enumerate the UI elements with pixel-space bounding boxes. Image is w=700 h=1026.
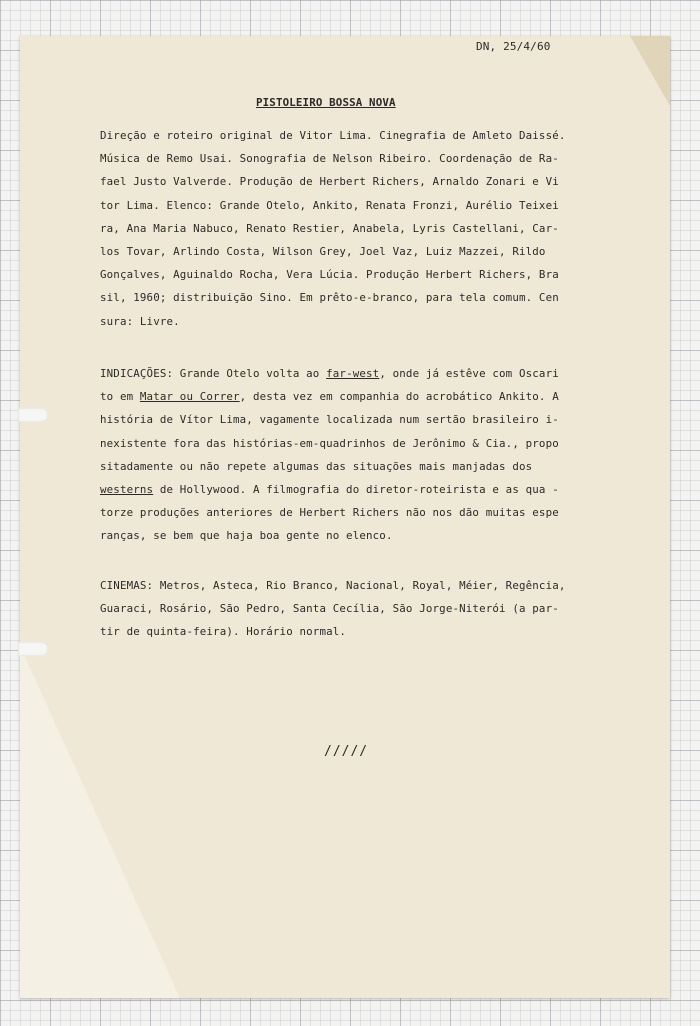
punch-hole-lower bbox=[18, 642, 48, 656]
underlined-term-westerns: westerns bbox=[100, 482, 154, 496]
indicacoes-line bbox=[100, 385, 645, 408]
credits-line: sura: Livre. bbox=[100, 314, 180, 328]
indicacoes-label: INDICAÇÕES: bbox=[100, 367, 174, 380]
text-segment: Metros, Asteca, Rio Branco, Nacional, Royal, Méier, Regência, bbox=[153, 579, 566, 592]
indicacoes-line: nexistente fora das histórias-em-quadrinhos de Jerônimo & Cia., propo bbox=[100, 436, 559, 450]
credits-line: fael Justo Valverde. Produção de Herbert Richers, Arnaldo Zonari e Vi bbox=[100, 175, 559, 189]
cinemas-line: Guaraci, Rosário, São Pedro, Santa Cecília, São Jorge-Niterói (a par- bbox=[100, 602, 559, 616]
text-segment: , onde já estêve com Oscari bbox=[379, 367, 559, 380]
typed-page bbox=[20, 36, 670, 998]
dateline: DN, 25/4/60 bbox=[476, 40, 551, 53]
indicacoes-line bbox=[100, 478, 645, 501]
indicacoes-line: história de Vítor Lima, vagamente localizada num sertão brasileiro i- bbox=[100, 413, 559, 427]
credits-line: los Tovar, Arlindo Costa, Wilson Grey, Joel Vaz, Luiz Mazzei, Rildo bbox=[100, 244, 546, 258]
text-segment: Grande Otelo volta ao bbox=[173, 367, 327, 380]
credits-paragraph bbox=[100, 124, 645, 333]
text-segment: to em bbox=[100, 390, 140, 404]
text-segment: de Hollywood. A filmografia do diretor-roteirista e as qua - bbox=[153, 482, 559, 496]
credits-line: Gonçalves, Aguinaldo Rocha, Vera Lúcia. Produção Herbert Richers, Bra bbox=[100, 268, 559, 282]
cinemas-line bbox=[100, 574, 645, 597]
credits-line: Música de Remo Usai. Sonografia de Nelson Ribeiro. Coordenação de Ra- bbox=[100, 152, 559, 166]
credits-line: ra, Ana Maria Nabuco, Renato Restier, Anabela, Lyris Castellani, Car- bbox=[100, 221, 559, 235]
indicacoes-paragraph bbox=[100, 362, 645, 548]
indicacoes-line: ranças, se bem que haja boa gente no elenco. bbox=[100, 529, 393, 543]
closing-mark: ///// bbox=[324, 744, 369, 759]
credits-line: Direção e roteiro original de Vitor Lima. Cinegrafia de Amleto Daissé. bbox=[100, 129, 566, 142]
cinemas-label: CINEMAS: bbox=[100, 579, 154, 592]
credits-line: tor Lima. Elenco: Grande Otelo, Ankito, Renata Fronzi, Aurélio Teixei bbox=[100, 198, 559, 212]
credits-line: sil, 1960; distribuição Sino. Em prêto-e-branco, para tela comum. Cen bbox=[100, 291, 559, 305]
indicacoes-line: sitadamente ou não repete algumas das situações mais manjadas dos bbox=[100, 459, 533, 473]
film-title: PISTOLEIRO BOSSA NOVA bbox=[256, 96, 396, 109]
text-segment: , desta vez em companhia do acrobático Ankito. A bbox=[239, 390, 559, 404]
cinemas-paragraph bbox=[100, 574, 645, 644]
cinemas-line: tir de quinta-feira). Horário normal. bbox=[100, 625, 347, 639]
underlined-film-matar-ou-correr: Matar ou Correr bbox=[139, 390, 240, 404]
indicacoes-line: torze produções anteriores de Herbert Richers não nos dão muitas espe bbox=[100, 506, 559, 520]
punch-hole-upper bbox=[18, 408, 48, 422]
underlined-term-far-west: far-west bbox=[326, 367, 380, 380]
indicacoes-line bbox=[100, 362, 645, 385]
